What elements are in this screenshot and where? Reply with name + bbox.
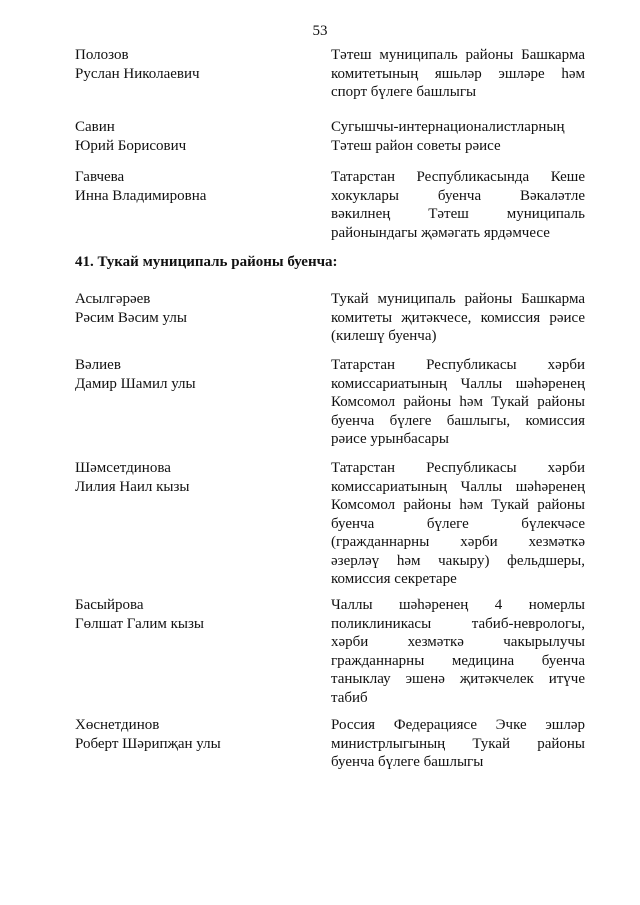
given-names: Инна Владимировна bbox=[75, 187, 207, 204]
position-line: Россия Федерациясе Эчке эшләр bbox=[331, 717, 585, 733]
position-line: Комсомол районы һәм Тукай районы bbox=[331, 497, 585, 513]
position-line: хокуклары буенча Вәкаләтле bbox=[331, 187, 585, 204]
surname: Асылгәрәев bbox=[75, 291, 151, 307]
position-line: гражданнарны медицина буенча bbox=[331, 652, 585, 669]
surname: Савин bbox=[75, 119, 115, 135]
surname: Хөснетдинов bbox=[75, 717, 160, 733]
person-position bbox=[331, 459, 585, 589]
position-line: Тукай муниципаль районы Башкарма bbox=[331, 291, 585, 307]
position-line: вәкилнең Тәтеш муниципаль bbox=[331, 206, 585, 222]
given-names: Гөлшат Галим кызы bbox=[75, 615, 204, 632]
person-name bbox=[75, 716, 295, 753]
given-names: Лилия Наил кызы bbox=[75, 478, 190, 495]
position-line: Татарстан Республикасы хәрби bbox=[331, 460, 585, 476]
position-line: комиссариатының Чаллы шәһәренең bbox=[331, 375, 585, 392]
given-names: Руслан Николаевич bbox=[75, 65, 200, 82]
given-names: Рәсим Вәсим улы bbox=[75, 309, 187, 326]
given-names: Дамир Шамил улы bbox=[75, 375, 196, 392]
position-line: таныклау эшенә җитәкчелек итүче bbox=[331, 671, 585, 687]
surname: Полозов bbox=[75, 47, 129, 63]
person-position bbox=[331, 596, 585, 707]
person-name bbox=[75, 118, 295, 155]
position-line: хәрби хезмәткә чакырылучы bbox=[331, 634, 585, 650]
person-name bbox=[75, 168, 295, 205]
position-line: әзерләү һәм чакыру) фельдшеры, bbox=[331, 552, 585, 569]
position-line: комиссия секретаре bbox=[331, 571, 457, 587]
position-line: буенча бүлеге башлыгы bbox=[331, 754, 484, 770]
section-heading: 41. Тукай муниципаль районы буенча: bbox=[75, 254, 338, 270]
person-position bbox=[331, 716, 585, 772]
position-line: поликлиникасы табиб-неврологы, bbox=[331, 615, 585, 632]
surname: Басыйрова bbox=[75, 597, 144, 613]
position-line: Татарстан Республикасында Кеше bbox=[331, 169, 585, 185]
page-number: 53 bbox=[312, 23, 328, 39]
person-name bbox=[75, 290, 295, 327]
position-line: Тәтеш район советы рәисе bbox=[331, 137, 501, 154]
given-names: Юрий Борисович bbox=[75, 137, 187, 154]
surname: Гавчева bbox=[75, 169, 125, 185]
person-position bbox=[331, 46, 585, 102]
position-line: Сугышчы-интернационалистларның bbox=[331, 119, 565, 135]
person-name bbox=[75, 596, 295, 633]
position-line: спорт бүлеге башлыгы bbox=[331, 84, 477, 100]
position-line: Комсомол районы һәм Тукай районы bbox=[331, 394, 585, 410]
position-line: районындагы җәмәгать ярдәмчесе bbox=[331, 224, 550, 241]
position-line: министрлыгының Тукай районы bbox=[331, 735, 585, 752]
position-line: Татарстан Республикасы хәрби bbox=[331, 357, 585, 373]
position-line: (гражданнарны хәрби хезмәткә bbox=[331, 534, 585, 550]
person-name bbox=[75, 356, 295, 393]
position-line: (килешү буенча) bbox=[331, 328, 437, 344]
position-line: комиссариатының Чаллы шәһәренең bbox=[331, 478, 585, 495]
position-line: комитетының яшьләр эшләре һәм bbox=[331, 65, 585, 82]
person-position bbox=[331, 168, 585, 242]
surname: Вәлиев bbox=[75, 357, 121, 373]
person-position bbox=[331, 118, 585, 155]
person-position bbox=[331, 290, 585, 346]
position-line: Тәтеш муниципаль районы Башкарма bbox=[331, 47, 585, 63]
person-name bbox=[75, 46, 295, 83]
position-line: комитеты җитәкчесе, комиссия рәисе bbox=[331, 309, 585, 326]
position-line: буенча бүлеге бүлекчәсе bbox=[331, 515, 585, 532]
position-line: Чаллы шәһәренең 4 номерлы bbox=[331, 597, 585, 613]
person-name bbox=[75, 459, 295, 496]
position-line: табиб bbox=[331, 689, 368, 706]
given-names: Роберт Шәрипҗан улы bbox=[75, 735, 221, 752]
person-position bbox=[331, 356, 585, 449]
surname: Шәмсетдинова bbox=[75, 460, 171, 476]
position-line: рәисе урынбасары bbox=[331, 431, 449, 447]
position-line: буенча бүлеге башлыгы, комиссия bbox=[331, 412, 585, 429]
